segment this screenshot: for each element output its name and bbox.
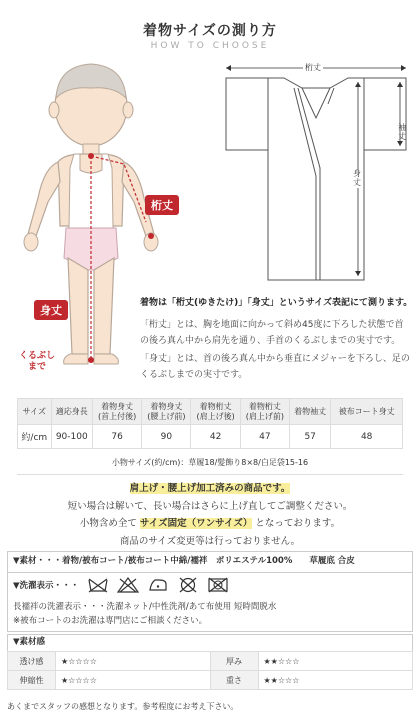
size-cell: 約/cm <box>18 425 52 449</box>
size-cell: 90-100 <box>51 425 92 449</box>
size-cell: 48 <box>331 425 403 449</box>
size-col-header: 着物桁丈 (肩上げ後) <box>191 399 240 425</box>
wash-label: ▼洗濯表示・・・ <box>13 581 80 591</box>
notes-line-2: 短い場合は解いて、長い場合はさらに上げ直してご調整ください。 <box>67 500 353 512</box>
feel-cell-stars: ★☆☆☆☆ <box>56 652 211 671</box>
feel-header <box>7 634 413 651</box>
size-cell: 57 <box>289 425 330 449</box>
feel-cell-label: 伸縮性 <box>8 671 56 690</box>
no-bleach-icon <box>117 577 139 593</box>
material-row <box>7 551 413 573</box>
notes-highlight-2: サイズ固定（ワンサイズ） <box>139 518 253 530</box>
footer-note: あくまでスタッフの感想となります。参考程度にお考え下さい。 <box>7 702 239 711</box>
size-col-header: 着物身丈 (首上付後) <box>92 399 141 425</box>
notes-line-3-post: となっております。 <box>255 518 341 530</box>
wash-line-2: ※被布コートのお洗濯は専門店にご相談ください。 <box>13 616 208 626</box>
size-col-header: 被布コート身丈 <box>331 399 403 425</box>
description-mitake: 「身丈」とは、首の後ろ真ん中から垂直にメジャーを下ろし、足のくるぶしまでの実寸です。 <box>140 354 410 380</box>
mitake-tag: 身丈 <box>34 300 68 320</box>
table-row <box>8 652 413 671</box>
description-yuki: 「桁丈」とは、胸を地面に向かって斜め45度に下ろした状態で首の後ろ真ん中から肩先を通り、手首のくるぶしまでの実寸です。 <box>140 320 404 346</box>
page-title: 着物サイズの測り方 <box>143 23 277 39</box>
material-label: ▼素材・・・着物/被布コート/被布コート中綿/襦袢 ポリエステル100% 草履底 合皮 <box>13 556 355 566</box>
size-col-header: 着物身丈 (腰上げ前) <box>142 399 191 425</box>
komono-size-text: 小物サイズ(約/cm)：草履18/髪飾り8×8/白足袋15-16 <box>17 454 403 475</box>
size-col-header: 着物袖丈 <box>289 399 330 425</box>
no-tumble-dry-icon <box>207 577 229 593</box>
table-row <box>18 425 403 449</box>
feel-cell-stars: ★★☆☆☆ <box>258 671 413 690</box>
notes-line-4: 商品のサイズ変更等は行っておりません。 <box>119 535 301 547</box>
page-subtitle: HOW TO CHOOSE <box>150 41 270 51</box>
feel-cell-label: 厚み <box>210 652 258 671</box>
yuki-label: 桁丈 <box>305 63 321 72</box>
feel-label: ▼素材感 <box>13 637 46 647</box>
size-col-header: 着物桁丈 (肩上げ前) <box>240 399 289 425</box>
feel-cell-stars: ★★☆☆☆ <box>258 652 413 671</box>
size-cell: 42 <box>191 425 240 449</box>
notes-line-3-pre: 小物含め全て <box>79 518 137 530</box>
kurubushi-note: くるぶし まで <box>18 351 55 373</box>
size-cell: 76 <box>92 425 141 449</box>
wash-section <box>7 572 413 632</box>
description-intro: 着物は「桁丈(ゆきたけ)」「身丈」というサイズ表記にて測ります。 <box>140 298 413 308</box>
mitake-label: 身丈 <box>353 169 361 187</box>
size-table-header <box>18 399 403 425</box>
feel-cell-stars: ★☆☆☆☆ <box>56 671 211 690</box>
wash-header <box>13 577 407 593</box>
sodetake-label: 袖丈 <box>398 123 406 141</box>
size-col-header: 適応身長 <box>51 399 92 425</box>
size-table <box>17 398 403 449</box>
table-row <box>8 671 413 690</box>
size-cell: 47 <box>240 425 289 449</box>
size-cell: 90 <box>142 425 191 449</box>
feel-table <box>7 651 413 690</box>
feel-cell-label: 透け感 <box>8 652 56 671</box>
size-col-header: サイズ <box>18 399 52 425</box>
feel-cell-label: 重さ <box>210 671 258 690</box>
kimono-diagram <box>212 58 418 286</box>
wash-line-1: 長襦袢の洗濯表示・・・洗濯ネット/中性洗剤/あて布使用 短時間脱水 <box>13 602 277 612</box>
notes-line-3 <box>0 515 420 533</box>
no-wash-icon <box>87 577 109 593</box>
iron-icon <box>147 577 169 593</box>
yuki-tag: 桁丈 <box>145 195 179 215</box>
notes-block <box>0 480 420 550</box>
no-dry-clean-icon <box>177 577 199 593</box>
notes-highlight-1: 肩上げ・腰上げ加工済みの商品です。 <box>129 483 291 494</box>
